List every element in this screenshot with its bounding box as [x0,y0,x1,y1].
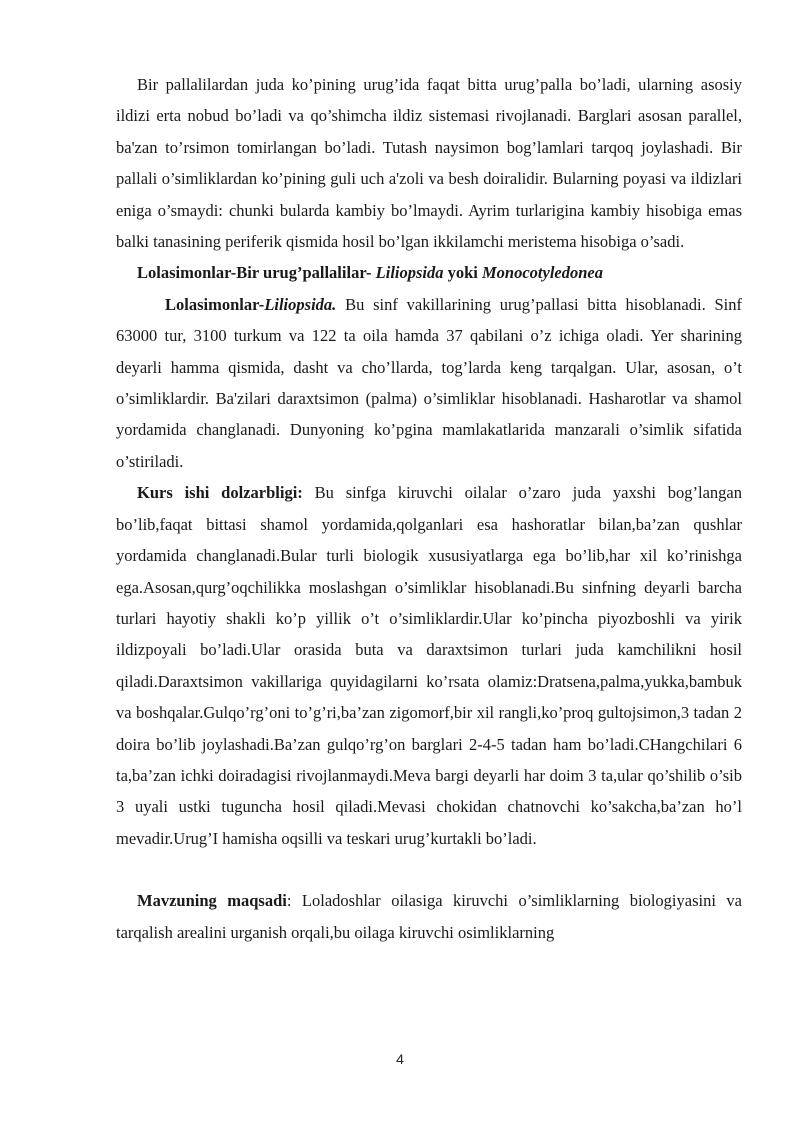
section-heading [116,257,742,288]
paragraph-intro [116,69,742,257]
paragraph-liliopsida-text: Bu sinf vakillarining urug’pallasi bitta hisoblanadi. Sinf 63000 tur, 3100 turkum va 122 ta oila hamda 37 qabilani o’z ichiga oladi. Yer sharining deyarli hamma qismida, dasht va cho’llarda, tog’larda keng tarqalgan. Ular, asosan, o’t o’simliklardir. Ba'zilari daraxtsimon (palma) o’simliklar hisoblanadi. Hasharotlar va shamol yordamida changlanadi. Dunyoning ko’pgina mamlakatlarida manzarali o’simlik sifatida o’stiriladi. [116,294,742,471]
paragraph-intro-text: Bir pallalilardan juda ko’pining urug’ida faqat bitta urug’palla bo’ladi, ularning asosiy ildizi erta nobud bo’ladi va qo’shimcha ildiz sistemasi rivojlanadi. Barglari asosan parallel, ba'zan to’rsimon tomirlangan bo’ladi. Tutash naysimon bog’lamlari tarqoq joylashadi. Bir pallali o’simliklardan ko’pining guli uch a'zoli va besh doiralidir. Bularning poyasi va ildizlari eniga o’smaydi: chunki bularda kambiy bo’lmaydi. Ayrim turlarigina kambiy hisobiga emas balki tanasining periferik qismida hosil bo’lgan ikkilamchi meristema hisobiga o’sadi. [116,75,742,252]
heading-part-1: Lolasimonlar-Bir urug’pallalilar- [137,263,376,283]
paragraph-relevance-text: Bu sinfga kiruvchi oilalar o’zaro juda yaxshi bog’langan bo’lib,faqat bittasi shamol yordamida,qolganlari esa hashoratlar bilan,ba’zan qushlar yordamida changlanadi.Bular turli biologik xususiyatlarga ega bo’lib,har xil ko’rinishga ega.Asosan,qurg’oqchilikka moslashgan o’simliklar hisoblanadi.Bu sinfning deyarli barcha turlari hayotiy shakli ko’p yillik o’t o’simliklardir.Ular ko’pincha piyozboshli va yirik ildizpoyali bo’ladi.Ular orasida buta va daraxtsimon turlari juda kamchilikni hosil qiladi.Daraxtsimon vakillariga quyidagilarni ko’rsata olamiz:Dratsena,palma,yukka,bambuk va boshqalar.Gulqo’rg’oni to’g’ri,ba’zan zigomorf,bir xil rangli,ko’proq gultojsimon,3 tadan 2 doira bo’lib joylashadi.Ba’zan gulqo’rg’on barglari 2-4-5 tadan ham bo’ladi.CHangchilari 6 ta,ba’zan ichki doiradagisi rivojlanmaydi.Meva bargi deyarli har doim 3 ta,ular qo’shilib o’sib 3 uyali ustki tuguncha hosil qiladi.Mevasi chokidan chatnovchi ko’sakcha,ba’zan ho’l mevadir.Urug’I hamisha oqsilli va teskari urug’kurtakli bo’ladi. [116,483,743,848]
paragraph-liliopsida-lead: Lolasimonlar- [165,294,265,314]
paragraph-goal-text: : Loladoshlar oilasiga kiruvchi o’simliklarning biologiyasini va tarqalish arealini urganish orqali,bu oilaga kiruvchi osimliklarning [116,891,742,942]
paragraph-relevance [116,477,742,854]
body-text [116,69,742,948]
paragraph-relevance-lead: Kurs ishi dolzarbligi: [137,483,303,503]
heading-part-2: Liliopsida [375,263,444,283]
paragraph-liliopsida-lead-italic: Liliopsida. [264,294,337,314]
heading-part-3: yoki [443,263,483,283]
heading-part-4: Monocotyledonea [482,263,604,283]
paragraph-gap [116,854,742,885]
paragraph-goal [116,885,742,948]
page-number: 4 [396,1051,404,1067]
paragraph-goal-lead: Mavzuning maqsadi [137,891,287,911]
paragraph-liliopsida [116,289,742,477]
